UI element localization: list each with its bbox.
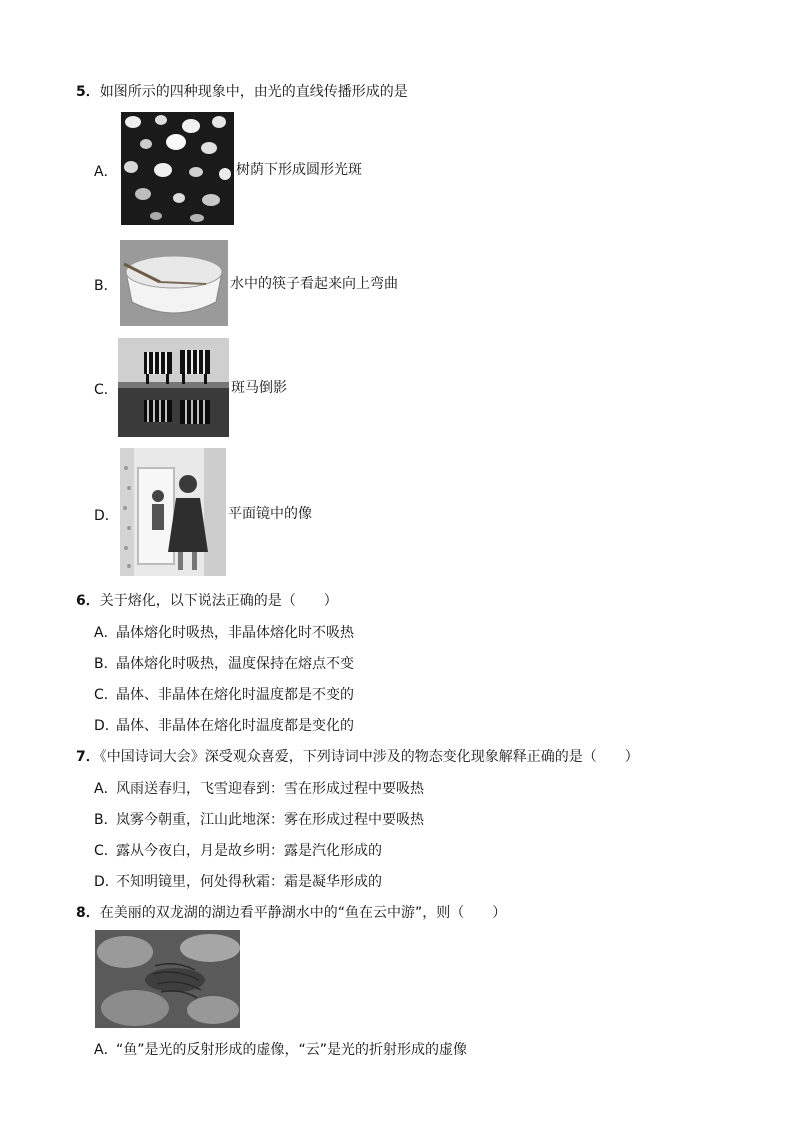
girl-mirror-image (120, 448, 226, 576)
chopsticks-in-bowl-image (120, 240, 228, 326)
question-stem: 《中国诗词大会》深受观众喜爱，下列诗词中涉及的物态变化现象解释正确的是（ ） (99, 749, 639, 765)
option-6d[interactable] (94, 717, 354, 735)
zebra-reflection-image (118, 338, 229, 437)
option-text: 晶体、非晶体在熔化时温度都是不变的 (116, 687, 354, 703)
option-7a[interactable] (94, 780, 424, 798)
tree-shade-light-spots-image (121, 112, 234, 225)
option-text: 风雨送春归，飞雪迎春到：雪在形成过程中要吸热 (116, 781, 424, 797)
option-6a[interactable] (94, 624, 354, 642)
question-8 (76, 904, 506, 922)
option-text: 岚雾今朝重，江山此地深：雾在形成过程中要吸热 (116, 812, 424, 828)
option-5c-text: 斑马倒影 (231, 380, 287, 396)
question-stem: 关于熔化，以下说法正确的是（ ） (99, 593, 338, 609)
option-text: 露从今夜白，月是故乡明：露是汽化形成的 (116, 843, 382, 859)
option-5d-text: 平面镜中的像 (228, 506, 312, 522)
option-label: A． (94, 1042, 118, 1058)
option-7c[interactable] (94, 842, 382, 860)
option-6c[interactable] (94, 686, 354, 704)
fish-in-clouds-image (95, 930, 240, 1028)
option-label: D． (94, 718, 119, 734)
option-7b[interactable] (94, 811, 424, 829)
question-number: 6． (76, 593, 100, 609)
option-label: A． (94, 625, 118, 641)
option-text: 晶体熔化时吸热，非晶体熔化时不吸热 (116, 625, 354, 641)
question-6 (76, 592, 338, 610)
question-stem: 如图所示的四种现象中，由光的直线传播形成的是 (99, 84, 408, 100)
option-label: C． (94, 687, 118, 703)
question-number: 8． (76, 905, 100, 921)
option-label: D． (94, 874, 119, 890)
option-5b-text: 水中的筷子看起来向上弯曲 (230, 276, 398, 292)
question-number: 5． (76, 84, 100, 100)
option-5d-label[interactable]: D． (94, 508, 119, 524)
option-text: “鱼”是光的反射形成的虚像，“云”是光的折射形成的虚像 (116, 1042, 468, 1058)
option-5c-label[interactable]: C． (94, 382, 118, 398)
option-label: C． (94, 843, 118, 859)
question-number: 7． (76, 749, 100, 765)
option-label: B． (94, 812, 118, 828)
question-7 (76, 748, 639, 766)
option-6b[interactable] (94, 655, 354, 673)
option-5b-label[interactable]: B． (94, 278, 118, 294)
option-text: 晶体、非晶体在熔化时温度都是变化的 (116, 718, 354, 734)
option-text: 晶体熔化时吸热，温度保持在熔点不变 (116, 656, 354, 672)
option-label: A． (94, 781, 118, 797)
option-7d[interactable] (94, 873, 382, 891)
option-8a[interactable] (94, 1041, 467, 1059)
question-5 (76, 83, 408, 101)
option-text: 不知明镜里，何处得秋霜：霜是凝华形成的 (116, 874, 382, 890)
option-label: B． (94, 656, 118, 672)
option-5a-text: 树荫下形成圆形光斑 (236, 162, 362, 178)
option-5a-label[interactable]: A． (94, 164, 118, 180)
question-stem: 在美丽的双龙湖的湖边看平静湖水中的“鱼在云中游”，则（ ） (99, 905, 507, 921)
